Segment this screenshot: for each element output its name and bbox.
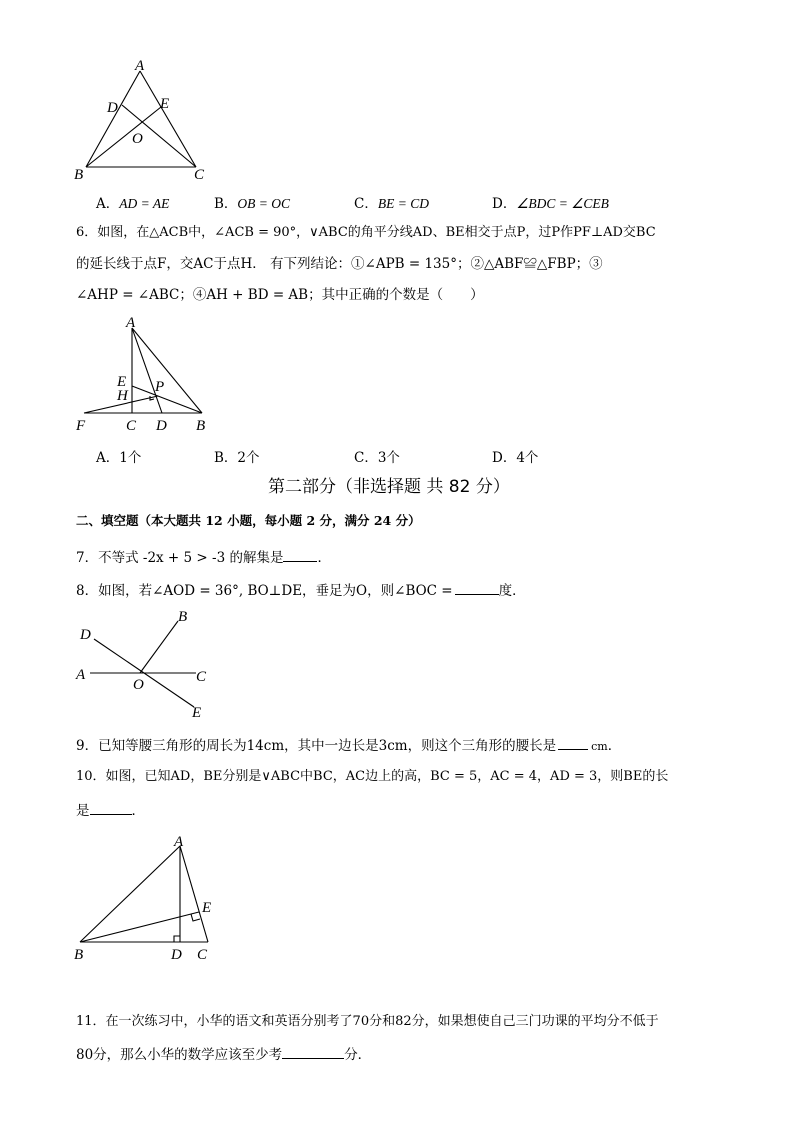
q10-line1: 10．如图，已知AD，BE分别是∨ABC中BC，AC边上的高，BC = 5，AC = 4，AD = 3，则BE的长 <box>76 769 669 784</box>
fig6-label-P: P <box>155 379 165 395</box>
fig10-label-C: C <box>197 947 208 963</box>
fig6-label-E: E <box>117 374 127 390</box>
section2-heading: 二、填空题（本大题共 12 小题，每小题 2 分，满分 24 分） <box>76 513 421 528</box>
q6-option-d: 4个 <box>516 450 539 466</box>
q5-option-a: AD = AE <box>119 196 170 211</box>
q10-line2 <box>76 802 145 819</box>
q9 <box>76 737 621 754</box>
fig5-label-D: D <box>107 100 118 116</box>
q8-text: 8．如图，若∠AOD = 36°, BO⊥DE，垂足为O，则∠BOC = <box>76 583 453 599</box>
q5-option-b: OB = OC <box>237 196 291 211</box>
fig6-label-D: D <box>156 418 167 434</box>
q7-answer-blank[interactable] <box>283 549 317 562</box>
q5-option-c: BE = CD <box>377 196 429 211</box>
q11-answer-blank[interactable] <box>282 1046 344 1059</box>
fig5-label-E: E <box>160 96 170 112</box>
q11-line1: 11．在一次练习中，小华的语文和英语分别考了70分和82分，如果想使自己三门功课的平均分不低于 <box>76 1014 659 1029</box>
q11-line2 <box>76 1046 371 1063</box>
q5-option-d-label: D． <box>492 196 517 212</box>
fig8-label-C: C <box>196 669 207 685</box>
fig10-label-D: D <box>171 947 182 963</box>
q6-line3: ∠AHP = ∠ABC；④AH + BD = AB；其中正确的个数是（ ） <box>76 287 484 303</box>
q5-option-d: ∠BDC = ∠CEB <box>516 196 609 211</box>
fig5-label-B: B <box>74 167 84 183</box>
q6-option-b: 2个 <box>237 450 260 466</box>
q11-suffix: 分． <box>344 1047 372 1063</box>
fig8-label-B: B <box>178 609 188 625</box>
q7 <box>76 549 331 566</box>
figure-q8 <box>70 605 220 725</box>
fig5-label-C: C <box>194 167 205 183</box>
q9-suffix: ． <box>607 738 622 754</box>
fig10-label-E: E <box>202 900 212 916</box>
figure-q6 <box>70 312 220 437</box>
part2-title: 第二部分（非选择题 共 82 分） <box>268 477 510 497</box>
q6-option-a-label: A． <box>96 450 120 466</box>
fig6-label-F: F <box>76 418 86 434</box>
q9-answer-blank[interactable] <box>558 737 588 750</box>
q6-option-b-label: B． <box>214 450 238 466</box>
fig10-label-B: B <box>74 947 84 963</box>
q10-answer-blank[interactable] <box>90 802 132 815</box>
q6-option-c: 3个 <box>377 450 400 466</box>
q9-unit: cm <box>591 740 608 753</box>
fig8-label-A: A <box>76 667 86 683</box>
q10-suffix: ． <box>131 803 145 819</box>
fig5-label-A: A <box>135 58 145 74</box>
q5-option-c-label: C． <box>354 196 378 212</box>
fig6-label-C: C <box>126 418 137 434</box>
q6-line2: 的延长线于点F，交AC于点H． 有下列结论：①∠APB = 135°；②△ABF≌△FBP；③ <box>76 256 603 272</box>
q5-option-b-label: B． <box>214 196 238 212</box>
q5-option-a-label: A． <box>96 196 120 212</box>
fig10-label-A: A <box>174 834 184 850</box>
q6-option-a: 1个 <box>119 450 142 466</box>
figure-q5 <box>70 55 220 185</box>
q9-text: 9．已知等腰三角形的周长为14cm，其中一边长是3cm，则这个三角形的腰长是 <box>76 738 557 754</box>
fig8-label-D: D <box>80 627 91 643</box>
q7-text: 7．不等式 -2x + 5 > -3 的解集是 <box>76 550 284 566</box>
fig6-label-B: B <box>196 418 206 434</box>
q8 <box>76 582 526 599</box>
fig6-label-H: H <box>117 388 128 404</box>
q10-line2-text: 是 <box>76 803 90 819</box>
fig5-label-O: O <box>132 131 143 147</box>
q6-line1: 6．如图，在△ACB中，∠ACB = 90°，∨ABC的角平分线AD、BE相交于点P，过P作PF⊥AD交BC <box>76 225 656 240</box>
q11-line2-text: 80分，那么小华的数学应该至少考 <box>76 1047 283 1063</box>
q8-suffix: 度． <box>498 583 526 599</box>
fig6-label-A: A <box>126 315 136 331</box>
q8-answer-blank[interactable] <box>455 582 499 595</box>
fig8-label-O: O <box>133 677 144 693</box>
figure-q10 <box>70 828 230 968</box>
q7-suffix: ． <box>317 550 331 566</box>
fig8-label-E: E <box>192 705 202 721</box>
q6-option-c-label: C． <box>354 450 378 466</box>
q6-option-d-label: D． <box>492 450 517 466</box>
